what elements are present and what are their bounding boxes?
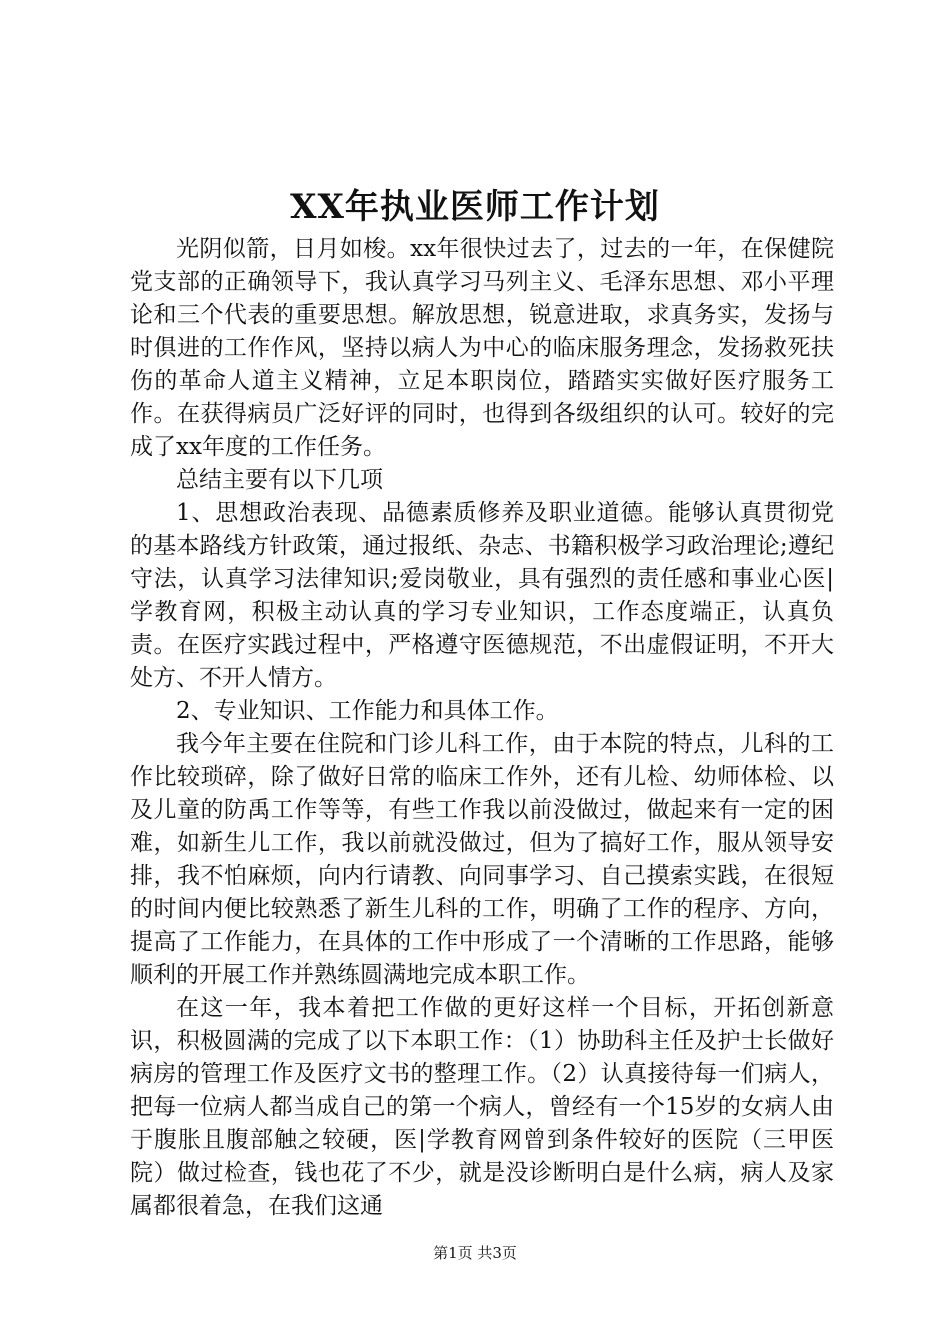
document-title: XX年执业医师工作计划 bbox=[290, 187, 660, 227]
paragraph-intro: 光阴似箭，日月如梭。xx年很快过去了，过去的一年，在保健院党支部的正确领导下，我认真学习马列主义、毛泽东思想、邓小平理论和三个代表的重要思想。解放思想，锐意进取，求真务实，发扬与时俱进的工作作风，坚持以病人为中心的临床服务理念，发扬救死扶伤的革命人道主义精神，立足本职岗位，踏踏实实做好医疗服务工作。在获得病员广泛好评的同时，也得到各级组织的认可。较好的完成了xx年度的工作任务。 bbox=[130, 236, 834, 460]
paragraph-summary-heading: 总结主要有以下几项 bbox=[176, 467, 383, 493]
paragraph-duties: 在这一年，我本着把工作做的更好这样一个目标，开拓创新意识，积极圆满的完成了以下本职工作：（1）协助科主任及护士长做好病房的管理工作及医疗文书的整理工作。（2）认真接待每一们病人，把每一位病人都当成自己的第一个病人，曾经有一个15岁的女病人由于腹胀且腹部触之较硬，医|学教育网曾到条件较好的医院（三甲医院）做过检查，钱也花了不少，就是没诊断明白是什么病，病人及家属都很着急，在我们这通 bbox=[130, 995, 834, 1219]
document-body bbox=[130, 233, 834, 1223]
paragraph-item-2: 2、专业知识、工作能力和具体工作。 bbox=[176, 698, 559, 724]
page-number-footer: 第1页 共3页 bbox=[433, 1244, 517, 1262]
paragraph-item-1: 1、思想政治表现、品德素质修养及职业道德。能够认真贯彻党的基本路线方针政策，通过报纸、杂志、书籍积极学习政治理论;遵纪守法，认真学习法律知识;爱岗敬业，具有强烈的责任感和事业心医|学教育网，积极主动认真的学习专业知识，工作态度端正，认真负责。在医疗实践过程中，严格遵守医德规范，不出虚假证明，不开大处方、不开人情方。 bbox=[130, 500, 834, 691]
paragraph-work-detail: 我今年主要在住院和门诊儿科工作，由于本院的特点，儿科的工作比较琐碎，除了做好日常的临床工作外，还有儿检、幼师体检、以及儿童的防禹工作等等，有些工作我以前没做过，做起来有一定的困难，如新生儿工作，我以前就没做过，但为了搞好工作，服从领导安排，我不怕麻烦，向内行请教、向同事学习、自己摸索实践，在很短的时间内便比较熟悉了新生儿科的工作，明确了工作的程序、方向，提高了工作能力，在具体的工作中形成了一个清晰的工作思路，能够顺利的开展工作并熟练圆满地完成本职工作。 bbox=[130, 731, 834, 988]
